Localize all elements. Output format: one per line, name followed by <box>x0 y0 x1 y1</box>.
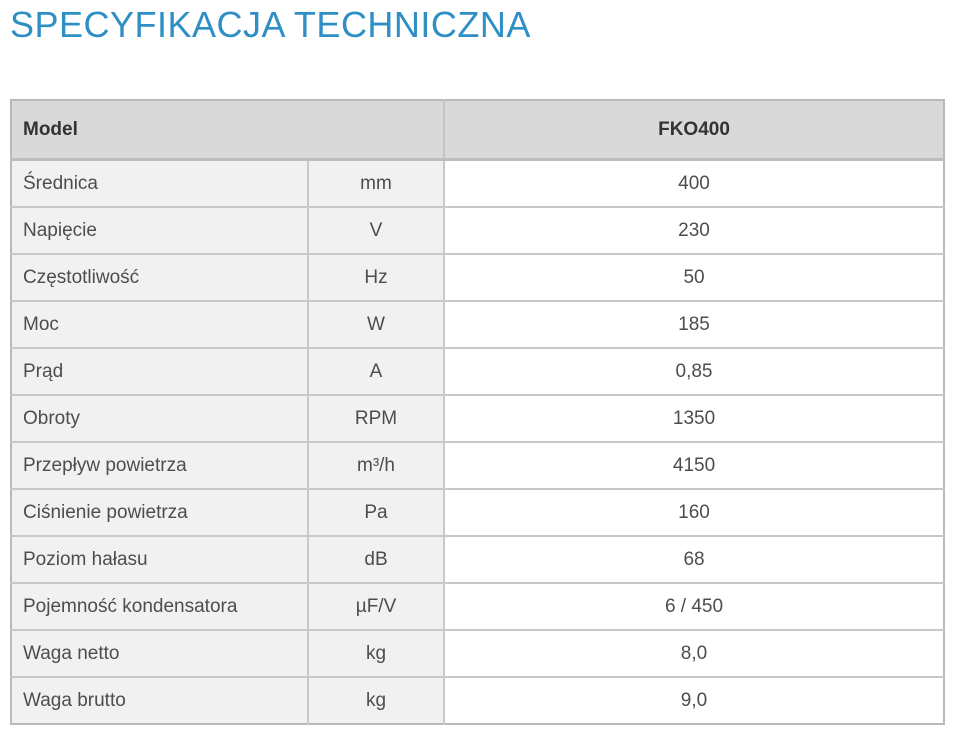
param-unit: dB <box>308 536 444 583</box>
param-name: Napięcie <box>11 207 308 254</box>
param-name: Pojemność kondensatora <box>11 583 308 630</box>
table-row <box>11 160 944 208</box>
param-name: Częstotliwość <box>11 254 308 301</box>
param-value: 6 / 450 <box>444 583 944 630</box>
param-unit: kg <box>308 677 444 724</box>
param-unit: V <box>308 207 444 254</box>
param-name: Poziom hałasu <box>11 536 308 583</box>
table-row <box>11 395 944 442</box>
param-value: 160 <box>444 489 944 536</box>
param-value: 8,0 <box>444 630 944 677</box>
param-unit: RPM <box>308 395 444 442</box>
table-row <box>11 630 944 677</box>
param-name: Moc <box>11 301 308 348</box>
table-row <box>11 301 944 348</box>
param-name: Waga brutto <box>11 677 308 724</box>
param-value: 230 <box>444 207 944 254</box>
param-unit: A <box>308 348 444 395</box>
table-row <box>11 536 944 583</box>
spec-table <box>10 99 945 725</box>
param-name: Obroty <box>11 395 308 442</box>
param-value: 68 <box>444 536 944 583</box>
table-row <box>11 489 944 536</box>
table-row <box>11 583 944 630</box>
table-row <box>11 677 944 724</box>
table-row <box>11 254 944 301</box>
param-unit: m³/h <box>308 442 444 489</box>
param-value: 185 <box>444 301 944 348</box>
param-name: Przepływ powietrza <box>11 442 308 489</box>
param-unit: mm <box>308 160 444 208</box>
table-row <box>11 442 944 489</box>
param-unit: W <box>308 301 444 348</box>
param-value: 4150 <box>444 442 944 489</box>
param-unit: Pa <box>308 489 444 536</box>
table-row <box>11 348 944 395</box>
param-name: Średnica <box>11 160 308 208</box>
param-unit: kg <box>308 630 444 677</box>
model-value: FKO400 <box>444 100 944 160</box>
param-value: 0,85 <box>444 348 944 395</box>
page-title: SPECYFIKACJA TECHNICZNA <box>10 4 531 45</box>
param-value: 9,0 <box>444 677 944 724</box>
param-value: 400 <box>444 160 944 208</box>
param-value: 50 <box>444 254 944 301</box>
model-label: Model <box>11 100 444 160</box>
param-unit: µF/V <box>308 583 444 630</box>
table-row <box>11 207 944 254</box>
param-name: Ciśnienie powietrza <box>11 489 308 536</box>
param-value: 1350 <box>444 395 944 442</box>
param-name: Waga netto <box>11 630 308 677</box>
param-unit: Hz <box>308 254 444 301</box>
param-name: Prąd <box>11 348 308 395</box>
table-header-row <box>11 100 944 160</box>
